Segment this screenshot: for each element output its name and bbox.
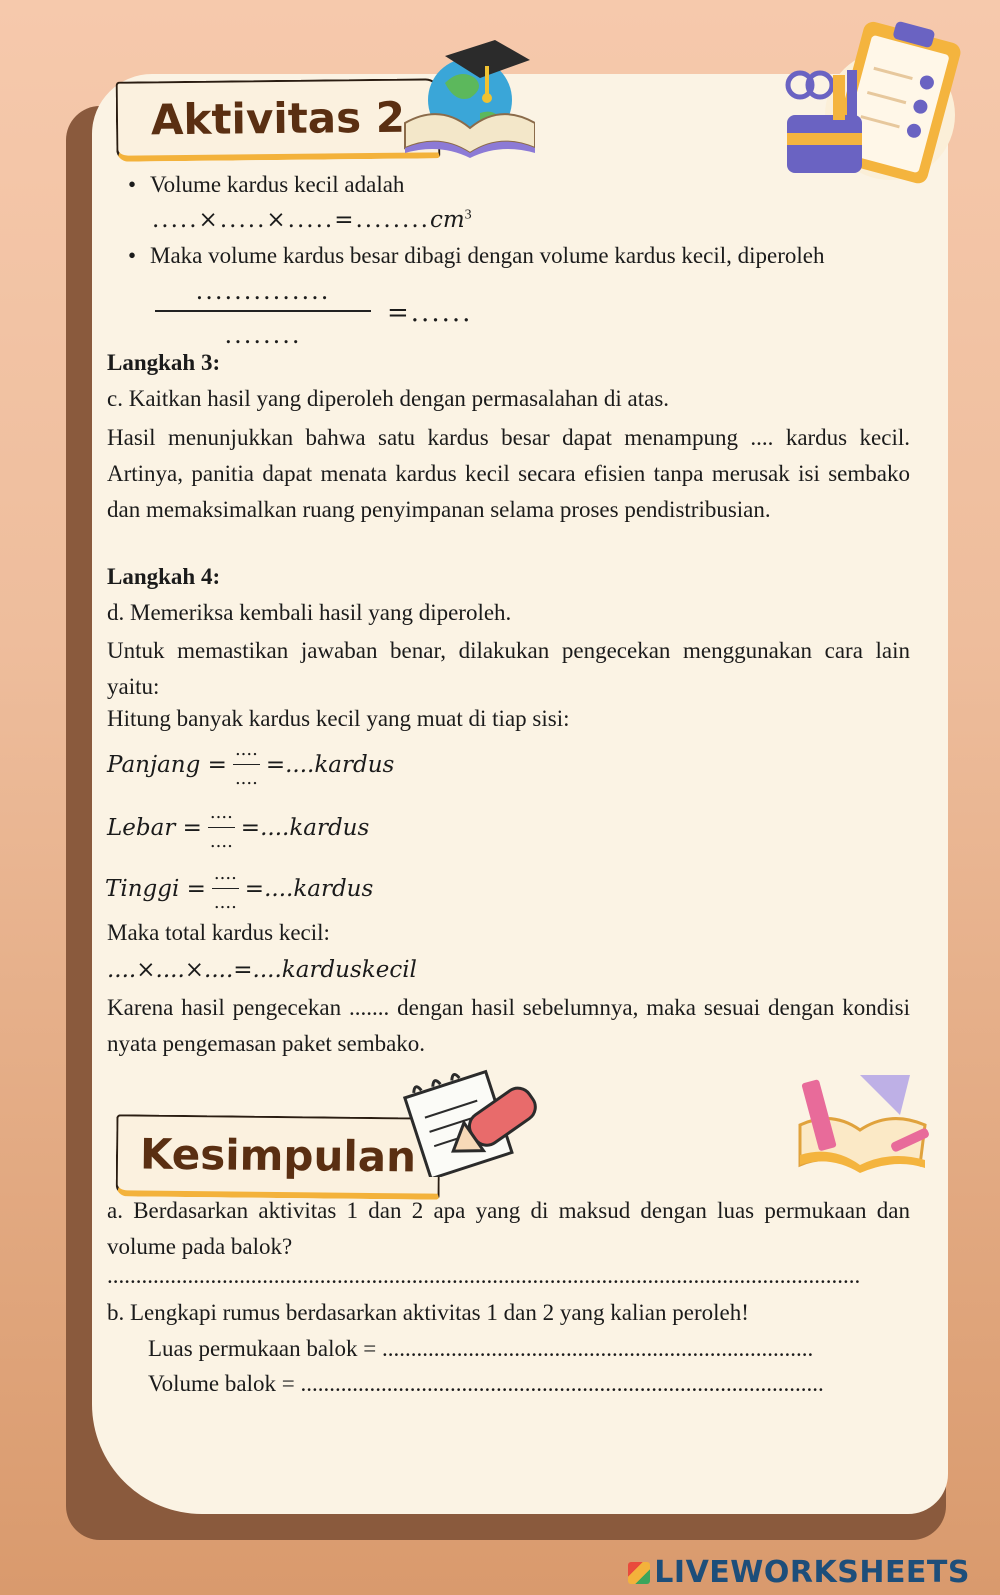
closing-paragraph: Karena hasil pengecekan ....... dengan hasil sebelumnya, maka sesuai dengan kondisi nyata pengemasan paket sembako. — [107, 995, 910, 1056]
surface-area-formula-label: Luas permukaan balok = ........................................................................... — [148, 1336, 814, 1361]
notebook-pencil-icon — [400, 1062, 550, 1177]
volume-formula-line — [152, 207, 472, 233]
tinggi-denominator: .... — [213, 892, 237, 913]
volume-division-text: Maka volume kardus besar dibagi dengan volume kardus kecil, diperoleh — [150, 243, 825, 268]
volume-fraction-denominator: ........ — [224, 321, 302, 349]
volume-small-box-text: Volume kardus kecil adalah — [150, 172, 405, 197]
step4-instruction: d. Memeriksa kembali hasil yang diperoleh. — [107, 600, 512, 625]
conclusion-question-a: a. Berdasarkan aktivitas 1 dan 2 apa yang di maksud dengan luas permukaan dan volume pada balok? — [107, 1198, 910, 1259]
step4-heading: Langkah 4: — [107, 564, 221, 589]
liveworksheets-logo — [628, 1555, 970, 1590]
lebar-numerator: .... — [208, 805, 235, 828]
lebar-denominator: .... — [209, 831, 233, 852]
lebar-label: Lebar = — [107, 814, 202, 841]
clipboard-stationery-icon — [775, 15, 975, 200]
step4-paragraph: Untuk memastikan jawaban benar, dilakukan pengecekan menggunakan cara lain yaitu: — [107, 638, 910, 699]
liveworksheets-brand: LIVEWORKSHEETS — [654, 1555, 970, 1590]
volume-formula-label: Volume balok = ........................................................................................... — [148, 1371, 824, 1396]
answer-line-a[interactable]: ................................................................................................................................... — [107, 1263, 861, 1288]
surface-area-formula-item[interactable] — [148, 1336, 898, 1362]
panjang-numerator: .... — [233, 742, 260, 765]
panjang-row — [107, 739, 395, 789]
volume-unit: cm — [429, 207, 465, 233]
volume-unit-exponent: 3 — [464, 207, 472, 223]
volume-small-box-item — [150, 172, 404, 198]
count-intro: Hitung banyak kardus kecil yang muat di tiap sisi: — [107, 706, 570, 731]
volume-fraction-result: =...... — [387, 298, 473, 328]
liveworksheets-logo-icon — [628, 1562, 650, 1584]
activity-title: Aktivitas 2 — [150, 92, 406, 144]
volume-fraction — [155, 277, 473, 349]
activity-title-banner — [116, 78, 441, 161]
total-formula: ....×....×....=....karduskecil — [107, 957, 417, 983]
total-intro: Maka total kardus kecil: — [107, 920, 330, 945]
globe-book-icon — [395, 28, 535, 158]
volume-formula-item[interactable] — [148, 1371, 903, 1397]
volume-formula: .....×.....×.....=........ — [152, 207, 430, 233]
conclusion-title: Kesimpulan — [139, 1129, 417, 1181]
lebar-result: =....kardus — [240, 814, 370, 841]
step3-instruction: c. Kaitkan hasil yang diperoleh dengan permasalahan di atas. — [107, 386, 670, 411]
tinggi-row — [105, 863, 374, 913]
panjang-label: Panjang = — [107, 751, 227, 778]
step3-paragraph: Hasil menunjukkan bahwa satu kardus besar dapat menampung .... kardus kecil. Artinya, panitia dapat menata kardus kecil secara efisien tanpa merusak isi sembako dan memaksimalkan ruang penyimpanan selama proses pendistribusian. — [107, 425, 910, 522]
lebar-row — [107, 802, 370, 852]
tinggi-label: Tinggi = — [105, 875, 206, 902]
volume-fraction-numerator: .............. — [155, 280, 371, 312]
tinggi-numerator: .... — [212, 866, 239, 889]
panjang-denominator: .... — [234, 768, 258, 789]
conclusion-question-b: b. Lengkapi rumus berdasarkan aktivitas 1 dan 2 yang kalian peroleh! — [107, 1300, 749, 1325]
panjang-result: =....kardus — [265, 751, 395, 778]
step3-heading: Langkah 3: — [107, 350, 221, 375]
math-book-ruler-icon — [790, 1055, 935, 1175]
conclusion-title-banner — [116, 1114, 441, 1199]
volume-division-item — [150, 243, 824, 269]
tinggi-result: =....kardus — [244, 875, 374, 902]
